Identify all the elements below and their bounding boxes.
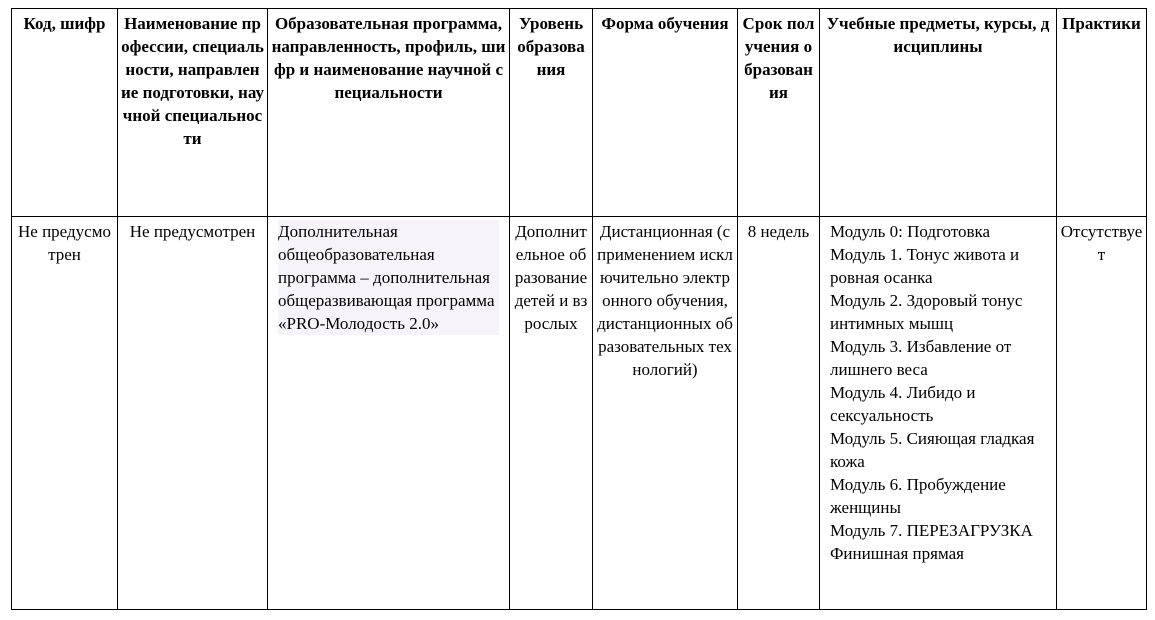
cell-duration: 8 недель bbox=[738, 217, 820, 610]
cell-level: Дополнительное образование детей и взрослых bbox=[510, 217, 593, 610]
cell-modules bbox=[820, 217, 1057, 610]
module-item: Модуль 1. Тонус живота и ровная осанка bbox=[830, 245, 1020, 287]
header-code: Код, шифр bbox=[12, 9, 118, 217]
module-item: Модуль 6. Пробуждение женщины bbox=[830, 475, 1006, 517]
program-text: Дополнительная общеобразовательная программа – дополнительная общеразвивающая программа «PRO-Молодость 2.0» bbox=[278, 220, 499, 335]
module-item: Модуль 2. Здоровый тонус интимных мышц bbox=[830, 291, 1023, 333]
header-practices: Практики bbox=[1057, 9, 1147, 217]
module-item: Модуль 0: Подготовка bbox=[830, 222, 991, 241]
cell-code: Не предусмотрен bbox=[12, 217, 118, 610]
header-subjects: Учебные предметы, курсы, дисциплины bbox=[820, 9, 1057, 217]
header-form: Форма обучения bbox=[593, 9, 738, 217]
header-program: Образовательная программа, направленность, профиль, шифр и наименование научной специальности bbox=[268, 9, 510, 217]
header-duration: Срок получения образования bbox=[738, 9, 820, 217]
module-item: Модуль 4. Либидо и сексуальность bbox=[830, 383, 976, 425]
module-item: Модуль 7. ПЕРЕЗАГРУЗКА Финишная прямая bbox=[830, 521, 1033, 563]
cell-form: Дистанционная (с применением исключительно электронного обучения, дистанционных образовательных технологий) bbox=[593, 217, 738, 610]
table-header-row bbox=[12, 9, 1147, 217]
cell-practice: Отсутствует bbox=[1057, 217, 1147, 610]
header-level: Уровень образования bbox=[510, 9, 593, 217]
cell-profession: Не предусмотрен bbox=[118, 217, 268, 610]
module-item: Модуль 3. Избавление от лишнего веса bbox=[830, 337, 1012, 379]
cell-program bbox=[268, 217, 510, 610]
education-program-table bbox=[11, 8, 1147, 610]
module-item: Модуль 5. Сияющая гладкая кожа bbox=[830, 429, 1035, 471]
header-profession: Наименование профессии, специальности, направление подготовки, научной специальности bbox=[118, 9, 268, 217]
table-row bbox=[12, 217, 1147, 610]
